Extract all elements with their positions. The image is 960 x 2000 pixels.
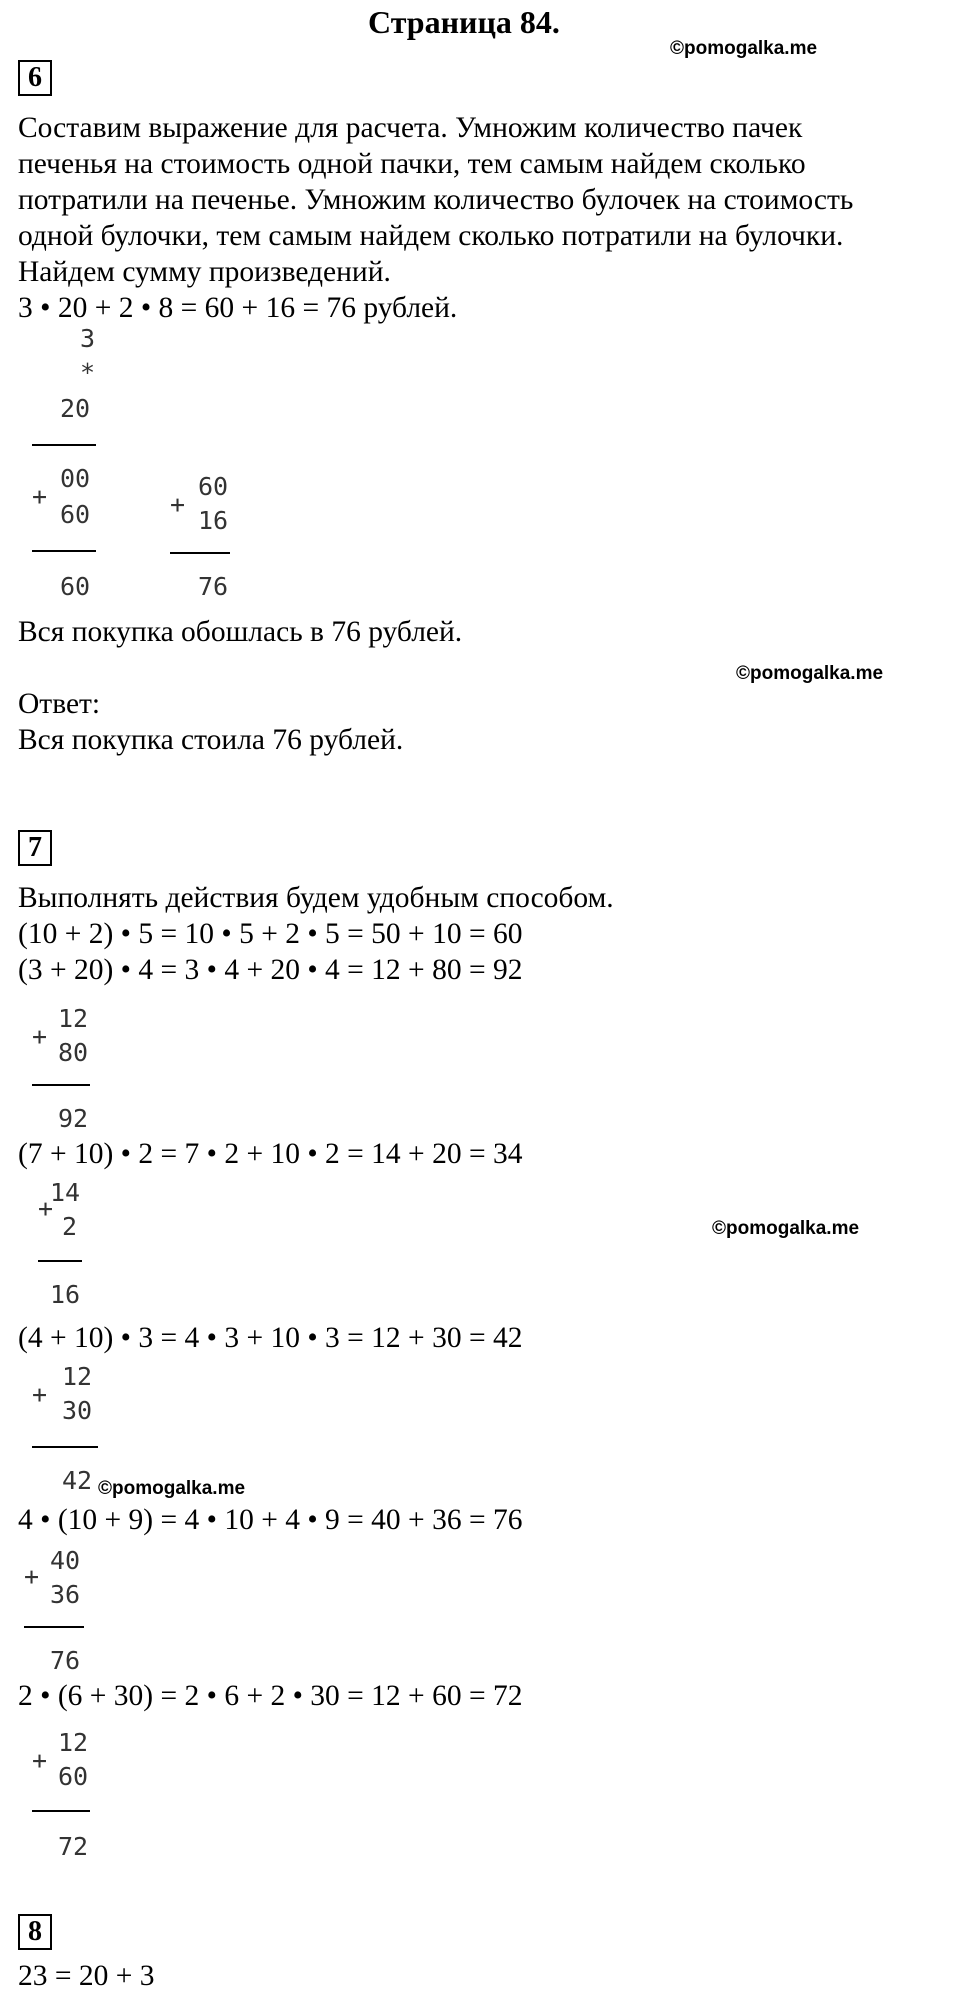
- equation: (4 + 10) • 3 = 4 • 3 + 10 • 3 = 12 + 30 = 42: [18, 1322, 523, 1354]
- calc-digit: 2: [62, 1212, 78, 1241]
- conclusion-text: Вся покупка обошлась в 76 рублей.: [18, 616, 463, 648]
- equation: (3 + 20) • 4 = 3 • 4 + 20 • 4 = 12 + 80 = 92: [18, 954, 523, 986]
- task-number-8: 8: [18, 1914, 52, 1950]
- paragraph-line: печенья на стоимость одной пачки, тем самым найдем сколько: [18, 148, 806, 180]
- calc-plus: +: [32, 1380, 48, 1409]
- paragraph-line: потратили на печенье. Умножим количество булочек на стоимость: [18, 184, 854, 216]
- calc-digit: 60: [58, 1762, 89, 1791]
- calc-plus: +: [32, 1022, 48, 1051]
- task-number-7: 7: [18, 830, 52, 866]
- calc-rule: [24, 1626, 84, 1628]
- calc-rule: [32, 1810, 90, 1812]
- calc-digit: 40: [50, 1546, 81, 1575]
- calc-rule: [32, 550, 96, 552]
- expression: 3 • 20 + 2 • 8 = 60 + 16 = 76 рублей.: [18, 292, 458, 324]
- equation: (10 + 2) • 5 = 10 • 5 + 2 • 5 = 50 + 10 = 60: [18, 918, 523, 950]
- calc-rule: [170, 552, 230, 554]
- watermark: ©pomogalka.me: [670, 38, 818, 59]
- calc-digit: 60: [60, 500, 91, 529]
- task-number-6: 6: [18, 60, 52, 96]
- equation: 4 • (10 + 9) = 4 • 10 + 4 • 9 = 40 + 36 = 76: [18, 1504, 523, 1536]
- calc-plus: +: [32, 1746, 48, 1775]
- equation: (7 + 10) • 2 = 7 • 2 + 10 • 2 = 14 + 20 = 34: [18, 1138, 523, 1170]
- calc-result: 72: [58, 1832, 89, 1861]
- equation: 23 = 20 + 3: [18, 1960, 155, 1992]
- page-title: Страница 84.: [368, 4, 560, 40]
- calc-plus: +: [170, 490, 186, 519]
- calc-rule: [32, 444, 96, 446]
- calc-digit: 36: [50, 1580, 81, 1609]
- calc-digit: 12: [58, 1004, 89, 1033]
- calc-digit: 3: [80, 324, 96, 353]
- calc-digit: 16: [198, 506, 229, 535]
- calc-rule: [32, 1084, 90, 1086]
- calc-rule: [38, 1260, 82, 1262]
- calc-digit: 60: [198, 472, 229, 501]
- watermark: ©pomogalka.me: [736, 663, 884, 684]
- calc-digit: 00: [60, 464, 91, 493]
- calc-plus: +: [32, 482, 48, 511]
- paragraph-line: одной булочки, тем самым найдем сколько потратили на булочки.: [18, 220, 844, 252]
- calc-result: 16: [50, 1280, 81, 1309]
- calc-result: 76: [198, 572, 229, 601]
- paragraph-line: Найдем сумму произведений.: [18, 256, 391, 288]
- calc-digit: 20: [60, 394, 91, 423]
- calc-plus: +: [38, 1194, 54, 1223]
- calc-digit: 30: [62, 1396, 93, 1425]
- answer-text: Вся покупка стоила 76 рублей.: [18, 724, 404, 756]
- paragraph-line: Составим выражение для расчета. Умножим количество пачек: [18, 112, 803, 144]
- equation: 2 • (6 + 30) = 2 • 6 + 2 • 30 = 12 + 60 = 72: [18, 1680, 523, 1712]
- calc-digit: 12: [62, 1362, 93, 1391]
- calc-plus: +: [24, 1562, 40, 1591]
- watermark: ©pomogalka.me: [98, 1478, 246, 1499]
- calc-operator: *: [80, 358, 96, 387]
- calc-result: 42: [62, 1466, 93, 1495]
- watermark: ©pomogalka.me: [712, 1218, 860, 1239]
- calc-rule: [32, 1446, 98, 1448]
- calc-result: 76: [50, 1646, 81, 1675]
- intro-text: Выполнять действия будем удобным способом.: [18, 882, 614, 914]
- calc-digit: 80: [58, 1038, 89, 1067]
- calc-result: 60: [60, 572, 91, 601]
- calc-digit: 12: [58, 1728, 89, 1757]
- answer-label: Ответ:: [18, 688, 101, 720]
- calc-digit: 14: [50, 1178, 81, 1207]
- calc-result: 92: [58, 1104, 89, 1133]
